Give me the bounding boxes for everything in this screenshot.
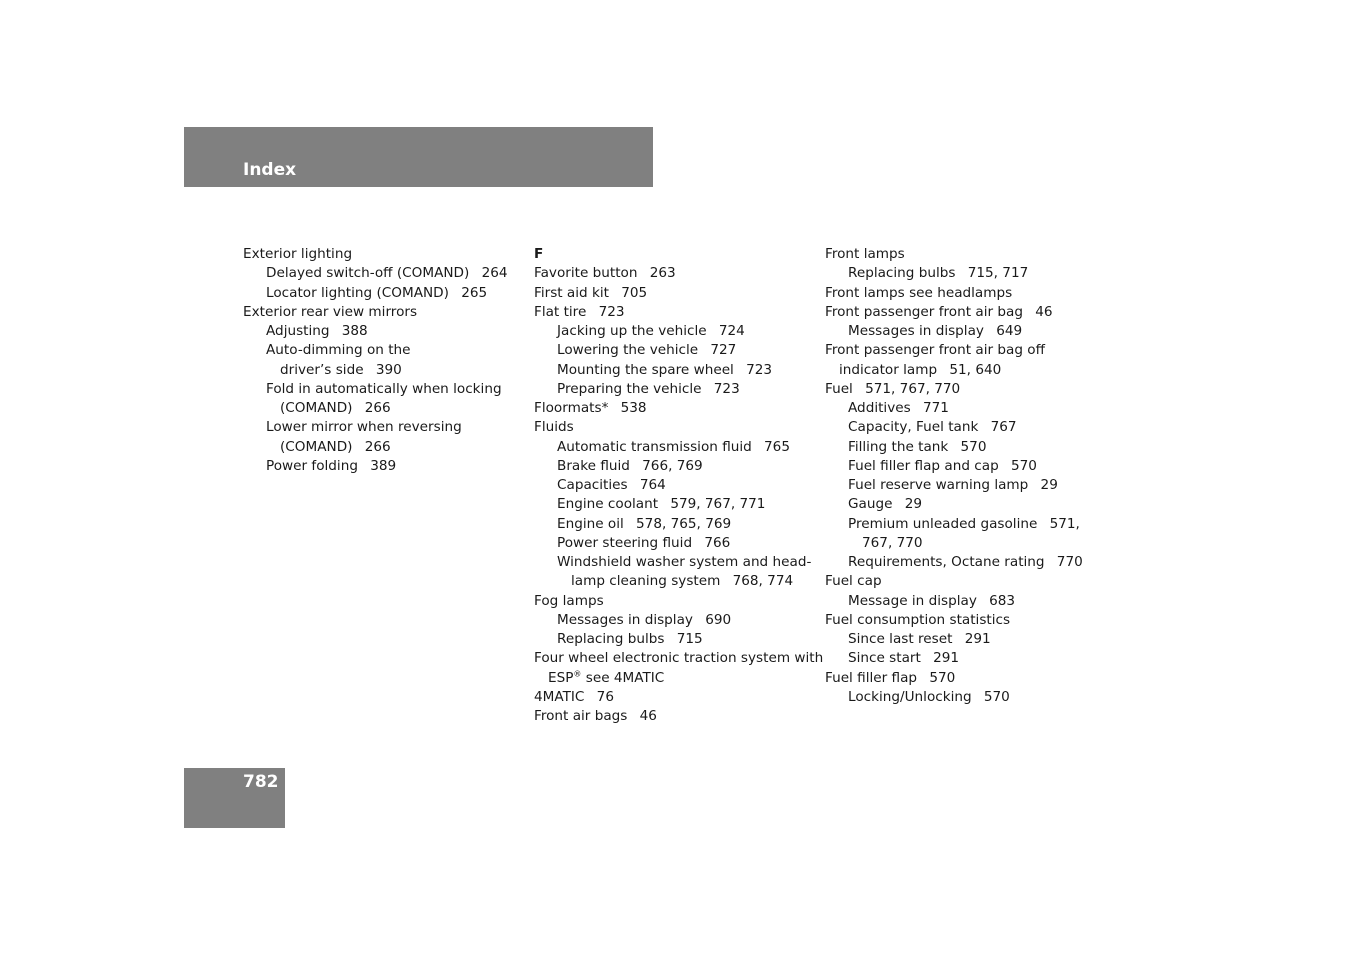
index-entry: Favorite button 263: [534, 265, 676, 282]
index-column-2: [534, 245, 824, 726]
index-column-3: [825, 245, 1105, 707]
page-ref: 51, 640: [949, 361, 1002, 378]
page-ref: 570: [960, 438, 987, 455]
page-ref: 76: [596, 688, 614, 705]
index-entry: Premium unleaded gasoline 571,: [848, 515, 1080, 532]
index-entry: 4MATIC 76: [534, 688, 614, 705]
page-ref: 723: [713, 380, 740, 397]
index-entry: 767, 770: [862, 534, 923, 551]
index-entry: Capacities 764: [557, 477, 666, 493]
index-entry: Engine oil 578, 765, 769: [557, 515, 732, 532]
page-ref: 538: [620, 400, 647, 416]
index-entry: Power steering fluid 766: [557, 534, 731, 551]
index-entry: Lower mirror when reversing: [266, 419, 462, 436]
page-ref: 766: [704, 534, 731, 551]
index-entry: Mounting the spare wheel 723: [557, 361, 773, 378]
page-ref: 705: [621, 284, 648, 301]
index-entry: Message in display 683: [848, 592, 1016, 609]
page-ref: 766, 769: [642, 457, 703, 474]
index-entry: Filling the tank 570: [848, 438, 987, 455]
registered-mark: ®: [573, 668, 582, 678]
page-ref: 570: [929, 669, 956, 686]
index-entry: First aid kit 705: [534, 284, 648, 301]
index-entry: Fluids: [534, 419, 574, 436]
section-letter: F: [534, 246, 544, 262]
index-entry: Fuel 571, 767, 770: [825, 380, 961, 397]
index-entry: Exterior lighting: [243, 246, 353, 262]
page-ref: 571,: [1049, 515, 1080, 532]
index-entry: Flat tire 723: [534, 303, 625, 320]
index-entry: Messages in display 649: [848, 323, 1023, 339]
page-ref: 715, 717: [967, 265, 1029, 282]
index-entry: Four wheel electronic traction system with: [534, 650, 824, 667]
index-entry: Replacing bulbs 715: [557, 631, 703, 647]
page-ref: 29: [904, 496, 923, 513]
index-entry: Floormats* 538: [534, 400, 647, 416]
page-ref: 265: [461, 284, 488, 301]
header-bar: [184, 127, 653, 187]
index-entry: driver’s side 390: [280, 361, 402, 378]
index-entry: Automatic transmission fluid 765: [557, 438, 790, 455]
index-entry: Jacking up the vehicle 724: [557, 323, 745, 339]
index-entry: Fog lamps: [534, 592, 604, 609]
page-ref: 46: [639, 708, 657, 724]
page-ref: 390: [375, 361, 402, 378]
index-entry: Front air bags 46: [534, 708, 657, 724]
page-ref: 768, 774: [732, 573, 794, 590]
page-number: 782: [243, 772, 279, 792]
index-entry: Brake fluid 766, 769: [557, 457, 703, 474]
page-ref: 291: [933, 650, 960, 667]
index-entry: Preparing the vehicle 723: [557, 380, 740, 397]
page-ref: 46: [1035, 303, 1053, 320]
index-entry: ESP® see 4MATIC: [548, 668, 665, 686]
index-entry: Front passenger front air bag 46: [825, 303, 1053, 320]
index-column-1: [243, 245, 523, 476]
index-entry: Adjusting 388: [266, 323, 368, 339]
page-ref: 388: [341, 323, 368, 339]
index-entry: Messages in display 690: [557, 611, 732, 628]
page-ref: 690: [705, 611, 732, 628]
page-ref: 715: [676, 631, 703, 647]
page-ref: 263: [649, 265, 676, 282]
page-ref: 570: [983, 688, 1010, 705]
page-ref: 579, 767, 771: [670, 496, 766, 513]
page-ref: 578, 765, 769: [636, 515, 732, 532]
page-ref: 389: [370, 457, 397, 474]
page-ref: 764: [639, 477, 666, 493]
index-entry: Auto-dimming on the: [266, 342, 411, 359]
index-entry: Locking/Unlocking 570: [848, 688, 1010, 705]
index-entry: (COMAND) 266: [280, 400, 391, 416]
page-ref: 649: [996, 323, 1023, 339]
index-entry: Front passenger front air bag off: [825, 342, 1045, 359]
page-ref: 683: [989, 592, 1016, 609]
index-entry: Fuel consumption statistics: [825, 611, 1011, 628]
page-ref: 266: [364, 438, 391, 455]
index-entry: Fuel filler flap 570: [825, 669, 956, 686]
index-entry: Fold in automatically when locking: [266, 380, 502, 397]
index-entry: Engine coolant 579, 767, 771: [557, 496, 766, 513]
page-ref: 266: [364, 400, 391, 416]
page-ref: 727: [710, 342, 737, 359]
page-ref: 29: [1040, 477, 1058, 493]
index-entry: Front lamps: [825, 246, 905, 262]
page-ref: 765: [764, 438, 790, 455]
index-entry: Fuel reserve warning lamp 29: [848, 477, 1058, 493]
index-entry: Delayed switch-off (COMAND) 264: [266, 265, 508, 282]
index-entry: Exterior rear view mirrors: [243, 303, 418, 320]
index-entry: indicator lamp 51, 640: [839, 361, 1002, 378]
index-entry: Gauge 29: [848, 496, 923, 513]
index-entry: Front lamps see headlamps: [825, 284, 1013, 301]
index-entry: Power folding 389: [266, 457, 397, 474]
index-entry: Requirements, Octane rating 770: [848, 554, 1083, 570]
page-number-box: [184, 768, 285, 828]
index-entry: Locator lighting (COMAND) 265: [266, 284, 488, 301]
index-entry: Since last reset 291: [848, 631, 991, 647]
page-ref: 570: [1010, 457, 1037, 474]
index-entry: lamp cleaning system 768, 774: [571, 573, 794, 590]
page-ref: 264: [481, 265, 508, 282]
page-ref: 771: [922, 400, 949, 416]
page-ref: 767: [990, 419, 1017, 436]
index-entry: Fuel filler flap and cap 570: [848, 457, 1037, 474]
index-entry: Replacing bulbs 715, 717: [848, 265, 1029, 282]
page-title: Index: [243, 160, 297, 180]
index-entry: Additives 771: [848, 400, 949, 416]
index-entry: (COMAND) 266: [280, 438, 391, 455]
page-ref: 291: [964, 631, 991, 647]
index-entry: Since start 291: [848, 650, 960, 667]
index-entry: Windshield washer system and head-: [557, 554, 812, 570]
index-entry: Lowering the vehicle 727: [557, 342, 737, 359]
page-ref: 723: [598, 303, 625, 320]
page-ref: 724: [718, 323, 745, 339]
index-entry: Fuel cap: [825, 573, 882, 590]
page-ref: 571, 767, 770: [865, 380, 961, 397]
page-ref: 723: [746, 361, 773, 378]
index-entry: Capacity, Fuel tank 767: [848, 419, 1017, 436]
page-ref: 770: [1056, 554, 1083, 570]
